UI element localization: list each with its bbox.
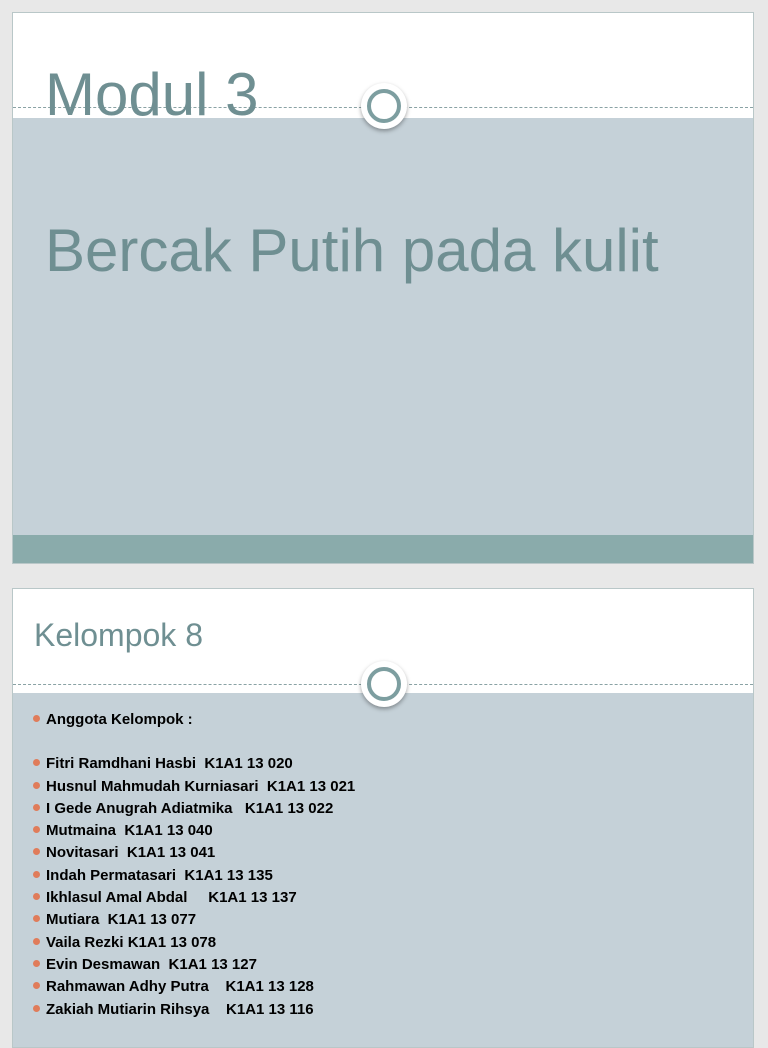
member-text: Fitri Ramdhani Hasbi K1A1 13 020 <box>46 755 293 773</box>
bullet-icon <box>33 938 40 945</box>
slide-title-text: Kelompok 8 <box>34 617 203 653</box>
list-item <box>33 798 355 820</box>
member-text: Ikhlasul Amal Abdal K1A1 13 137 <box>46 889 297 907</box>
bullet-icon <box>33 826 40 833</box>
bullet-icon <box>33 915 40 922</box>
member-text: Husnul Mahmudah Kurniasari K1A1 13 021 <box>46 777 356 795</box>
bullet-icon <box>33 804 40 811</box>
bullet-icon <box>33 893 40 900</box>
list-heading <box>33 709 355 731</box>
bullet-icon <box>33 960 40 967</box>
member-text: Evin Desmawan K1A1 13 127 <box>46 955 257 973</box>
member-text: Novitasari K1A1 13 041 <box>46 844 216 862</box>
list-item <box>33 865 355 887</box>
list-item <box>33 842 355 864</box>
content-panel <box>13 118 753 535</box>
list-item <box>33 976 355 998</box>
list-heading-text: Anggota Kelompok : <box>46 711 193 728</box>
member-text: I Gede Anugrah Adiatmika K1A1 13 022 <box>46 799 334 817</box>
bottom-accent-band <box>13 535 753 563</box>
circle-ornament-icon <box>361 661 407 707</box>
member-text: Zakiah Mutiarin Rihsya K1A1 13 116 <box>46 1000 314 1018</box>
bullet-icon <box>33 715 40 722</box>
list-item <box>33 820 355 842</box>
slide-subtitle-text: Bercak Putih pada kulit <box>45 217 659 284</box>
member-text: Mutmaina K1A1 13 040 <box>46 822 213 840</box>
member-text: Vaila Rezki K1A1 13 078 <box>46 933 217 951</box>
bullet-icon <box>33 871 40 878</box>
bullet-icon <box>33 759 40 766</box>
member-list <box>33 709 355 1021</box>
list-item <box>33 776 355 798</box>
circle-ornament-icon <box>361 83 407 129</box>
list-item <box>33 753 355 775</box>
member-text: Mutiara K1A1 13 077 <box>46 911 197 929</box>
slide-members <box>12 588 754 1048</box>
bullet-icon <box>33 848 40 855</box>
slide-title-text: Modul 3 <box>45 61 259 128</box>
member-text: Rahmawan Adhy Putra K1A1 13 128 <box>46 978 314 996</box>
list-item <box>33 887 355 909</box>
list-item <box>33 909 355 931</box>
bullet-icon <box>33 982 40 989</box>
list-item <box>33 932 355 954</box>
bullet-icon <box>33 782 40 789</box>
member-text: Indah Permatasari K1A1 13 135 <box>46 866 273 884</box>
slide-title <box>12 12 754 564</box>
list-item <box>33 954 355 976</box>
bullet-icon <box>33 1005 40 1012</box>
list-item <box>33 999 355 1021</box>
